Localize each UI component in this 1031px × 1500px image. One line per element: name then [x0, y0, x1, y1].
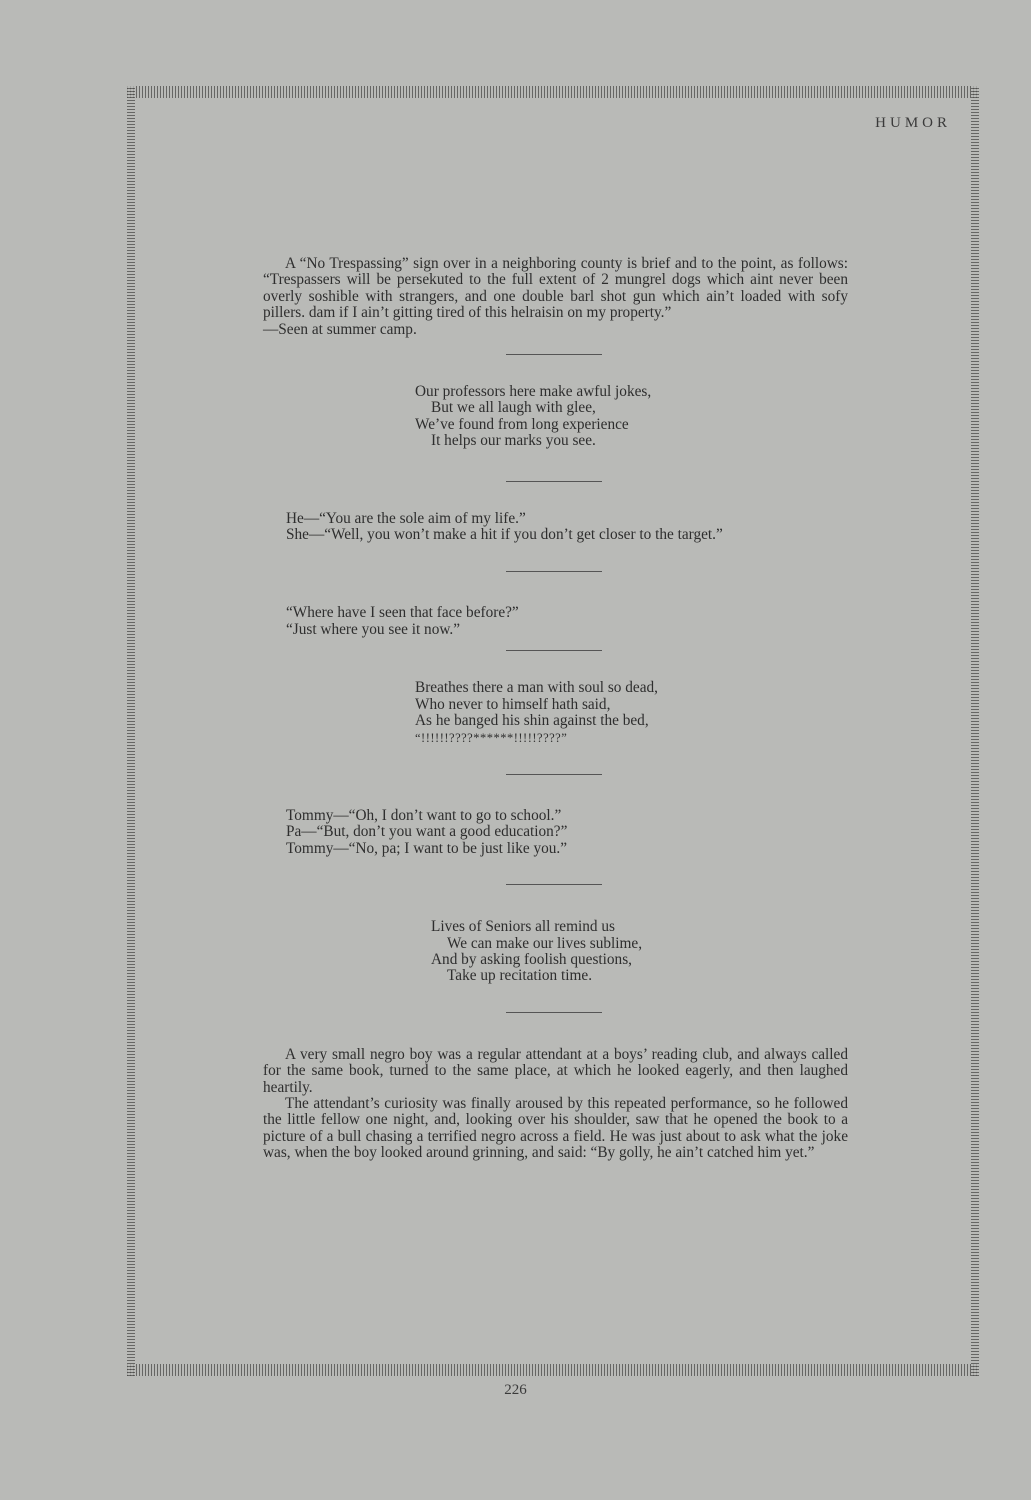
verse-line: As he banged his shin against the bed,	[415, 712, 649, 730]
dialog-line: Tommy—“No, pa; I want to be just like you.”	[286, 839, 568, 857]
humor-content	[263, 256, 848, 1162]
verse-line: It helps our marks you see.	[431, 432, 596, 450]
dialog-line: Pa—“But, don’t you want a good education?”	[286, 823, 568, 841]
face-dialog	[263, 605, 848, 638]
reading-club-paragraph: A very small negro boy was a regular attendant at a boys’ reading club, and always called for the same book, turned to the same place, at which he looked eagerly, and then laughed heartily.	[263, 1045, 848, 1096]
tommy-dialog	[263, 808, 848, 857]
verse-line: “!!!!!!????******!!!!!????”	[415, 730, 568, 745]
verse-line: Who never to himself hath said,	[415, 695, 611, 713]
verse-line: Breathes there a man with soul so dead,	[415, 679, 658, 697]
section-header: HUMOR	[875, 115, 951, 131]
dialog-line: “Just where you see it now.”	[286, 620, 461, 638]
breathes-verse	[415, 680, 848, 746]
border-bottom	[127, 1364, 979, 1376]
professors-verse	[415, 384, 848, 450]
dialog-line: She—“Well, you won’t make a hit if you don’t get closer to the target.”	[286, 526, 723, 544]
dialog-line: He—“You are the sole aim of my life.”	[286, 509, 526, 527]
verse-line: Take up recitation time.	[447, 967, 593, 985]
verse-line: And by asking foolish questions,	[431, 950, 632, 968]
page-number: 226	[504, 1382, 527, 1398]
trespassing-sign-paragraph: A “No Trespassing” sign over in a neighboring county is brief and to the point, as follows: “Trespassers will be persekuted to the full extent of 2 mungrel dogs which aint never been overly soshible with strangers, and one double barl shot gun which ain’t loaded with sofy pillers. dam if I ain’t gitting tired of this helraisin on my property.”	[263, 255, 848, 322]
aim-dialog	[263, 511, 848, 544]
border-top	[127, 86, 979, 98]
seniors-verse	[431, 919, 848, 985]
border-right	[971, 86, 979, 1376]
border-left	[127, 86, 135, 1376]
verse-line: But we all laugh with glee,	[431, 399, 596, 417]
verse-line: Our professors here make awful jokes,	[415, 383, 652, 401]
trespassing-source: —Seen at summer camp.	[263, 320, 417, 338]
verse-line: We can make our lives sublime,	[447, 934, 643, 952]
verse-line: Lives of Seniors all remind us	[431, 918, 615, 936]
dialog-line: “Where have I seen that face before?”	[286, 604, 519, 622]
reading-club-paragraph: The attendant’s curiosity was finally aroused by this repeated performance, so he followed the little fellow one night, and, looking over his shoulder, saw that he opened the book to a picture of a bull chasing a terrified negro across a field. He was just about to ask what the joke was, when the boy looked around grinning, and said: “By golly, he ain’t catched him yet.”	[263, 1094, 848, 1162]
dialog-line: Tommy—“Oh, I don’t want to go to school.”	[286, 806, 562, 824]
verse-line: We’ve found from long experience	[415, 415, 629, 433]
